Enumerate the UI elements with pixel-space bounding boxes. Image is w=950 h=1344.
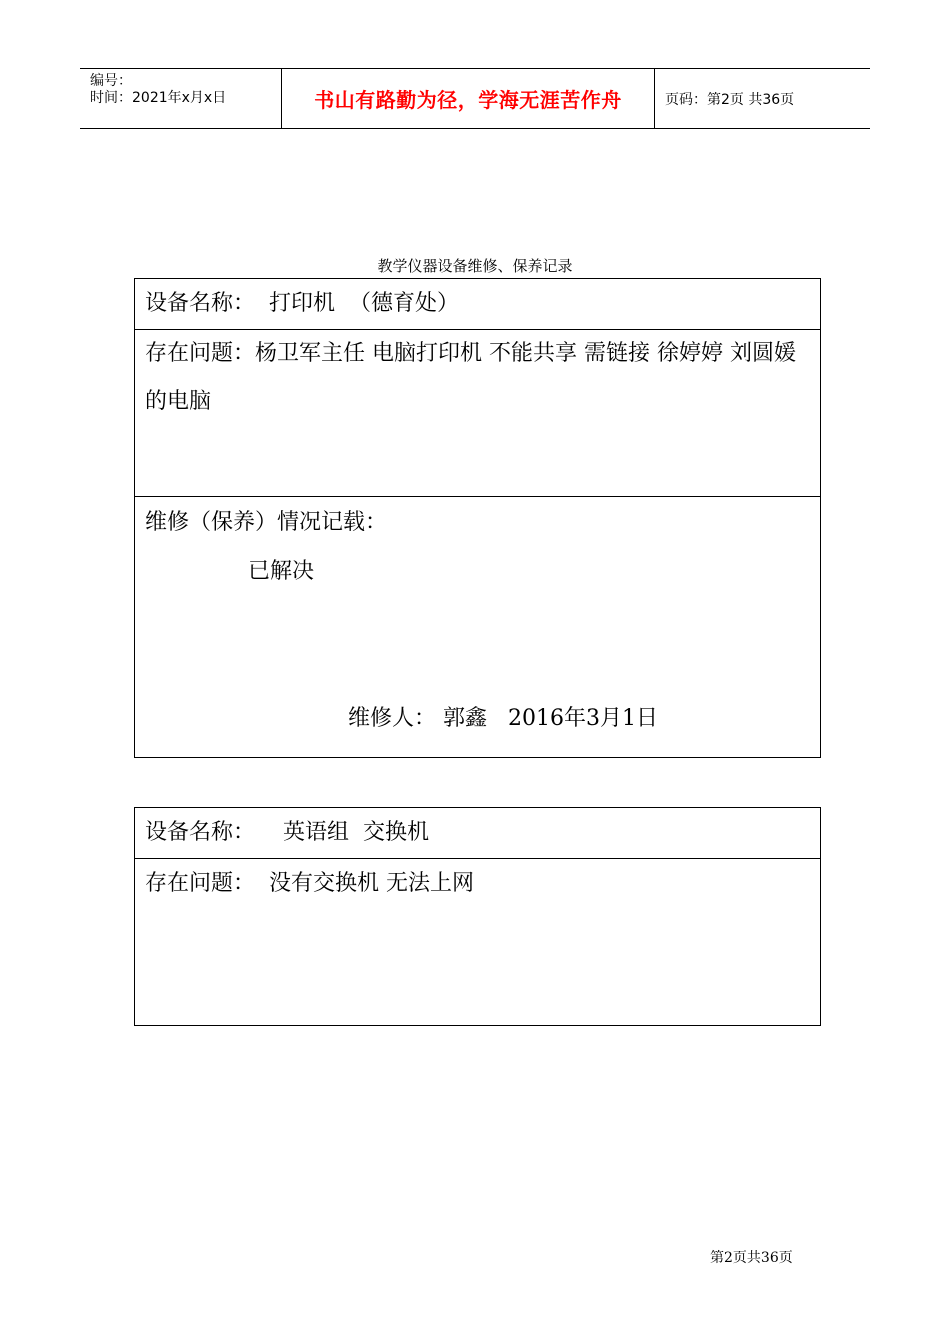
repair-result: 已解决: [248, 559, 315, 584]
repair-cell: [135, 497, 821, 758]
record-row-repair: [135, 497, 821, 758]
equipment-name: 设备名称： 英语组 交换机: [135, 808, 821, 859]
record-table-1: [134, 278, 821, 758]
number-label: 编号：: [90, 73, 132, 89]
issue-text: 存在问题：杨卫军主任 电脑打印机 不能共享 需链接 徐婷婷 刘圆媛 的电脑: [135, 330, 821, 497]
page-footer: 第2页共36页: [710, 1250, 793, 1266]
header-page-info: [655, 69, 870, 128]
repair-signature: 维修人： 郭鑫 2016年3月1日: [348, 706, 658, 731]
header-meta: [80, 69, 282, 128]
page-info: 页码：第2页 共36页: [665, 91, 795, 108]
record-row-issue: [135, 330, 821, 497]
time-label: 时间：2021年x月x日: [90, 90, 227, 106]
record-table-2: [134, 807, 821, 1026]
equipment-name: 设备名称： 打印机 （德育处）: [135, 279, 821, 330]
repair-label: 维修（保养）情况记载：: [145, 510, 388, 535]
header-motto-cell: [282, 69, 655, 128]
motto: 书山有路勤为径，学海无涯苦作舟: [314, 88, 622, 112]
page-header: [80, 68, 870, 129]
record-row-equipment: [135, 808, 821, 859]
document-title: 教学仪器设备维修、保养记录: [377, 257, 573, 275]
record-row-equipment: [135, 279, 821, 330]
issue-text: 存在问题： 没有交换机 无法上网: [135, 859, 821, 1026]
record-row-issue: [135, 859, 821, 1026]
